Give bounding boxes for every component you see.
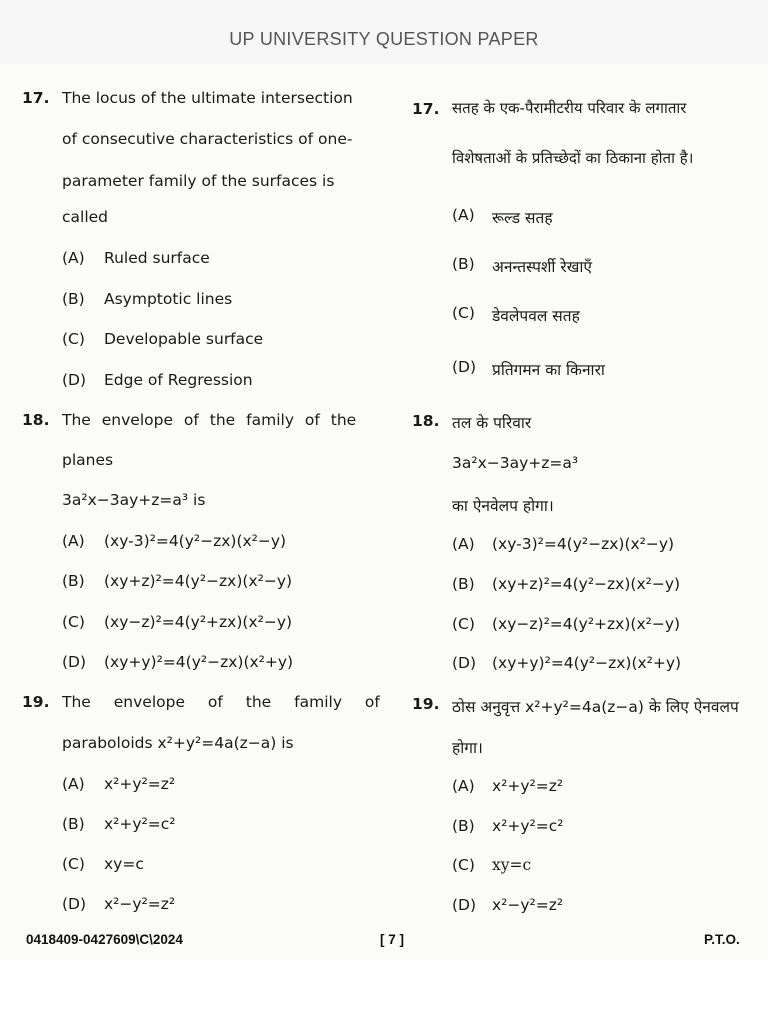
q17-text-line4: called (62, 208, 109, 226)
q17-hi-option-d-text: प्रतिगमन का किनारा (492, 361, 605, 379)
q18-option-a-label: (A) (62, 532, 85, 550)
q17-hi-option-c-label: (C) (452, 304, 475, 322)
q19-hi-text-line2: होगा। (452, 739, 483, 757)
q19-hi-option-a-text: x²+y²=z² (492, 777, 564, 795)
q19-hi-option-d-label: (D) (452, 896, 477, 914)
q17-number: 17. (22, 89, 50, 107)
q17-hi-number: 17. (412, 100, 440, 118)
q18-hi-option-d-label: (D) (452, 654, 477, 672)
q18-option-c-label: (C) (62, 613, 85, 631)
q18-number: 18. (22, 411, 50, 429)
q19-option-b-text: x²+y²=c² (104, 815, 176, 833)
q17-text-line3: parameter family of the surfaces is (62, 172, 335, 190)
q18-hi-option-a-text: (xy-3)²=4(y²−zx)(x²−y) (492, 535, 675, 553)
q19-number: 19. (22, 693, 50, 711)
q18-option-c-text: (xy−z)²=4(y²+zx)(x²−y) (104, 613, 293, 631)
q19-hi-option-d-text: x²−y²=z² (492, 896, 564, 914)
q19-hi-option-b-text: x²+y²=c² (492, 817, 564, 835)
bottom-blank-area (0, 960, 768, 1024)
q17-hi-option-b-text: अनन्तस्पर्शी रेखाएँ (492, 258, 592, 276)
page-header (0, 0, 768, 64)
q18-hi-option-b-label: (B) (452, 575, 475, 593)
q17-hi-option-b-label: (B) (452, 255, 475, 273)
q18-text-line2: planes (62, 451, 114, 469)
q18-option-d-text: (xy+y)²=4(y²−zx)(x²+y) (104, 653, 294, 671)
q19-hi-text-line1: ठोस अनुवृत्त x²+y²=4a(z−a) के लिए ऐनवलप (452, 698, 739, 716)
q17-option-d-text: Edge of Regression (104, 371, 253, 389)
q17-text-line2: of consecutive characteristics of one- (62, 130, 353, 148)
q18-hi-option-c-label: (C) (452, 615, 475, 633)
page-number: [ 7 ] (380, 932, 405, 947)
header-title: UP UNIVERSITY QUESTION PAPER (229, 29, 539, 49)
q18-hi-number: 18. (412, 412, 440, 430)
q19-text-line1: The envelope of the family of (62, 693, 380, 711)
q19-option-d-label: (D) (62, 895, 87, 913)
q19-option-c-text: xy=c (104, 855, 144, 873)
q18-option-a-text: (xy-3)²=4(y²−zx)(x²−y) (104, 532, 287, 550)
q18-hi-option-b-text: (xy+z)²=4(y²−zx)(x²−y) (492, 575, 681, 593)
q19-hi-number: 19. (412, 695, 440, 713)
q18-hi-option-c-text: (xy−z)²=4(y²+zx)(x²−y) (492, 615, 681, 633)
q17-option-b-label: (B) (62, 290, 85, 308)
q19-option-d-text: x²−y²=z² (104, 895, 176, 913)
q17-option-c-label: (C) (62, 330, 85, 348)
q18-option-b-text: (xy+z)²=4(y²−zx)(x²−y) (104, 572, 293, 590)
q18-hi-option-a-label: (A) (452, 535, 475, 553)
q18-option-b-label: (B) (62, 572, 85, 590)
q19-option-c-label: (C) (62, 855, 85, 873)
q18-text-line1: The envelope of the family of the (62, 411, 357, 429)
q17-option-d-label: (D) (62, 371, 87, 389)
q18-text-line3: 3a²x−3ay+z=a³ is (62, 491, 206, 509)
q19-text-line2: paraboloids x²+y²=4a(z−a) is (62, 734, 294, 752)
q18-hi-text-line2: 3a²x−3ay+z=a³ (452, 454, 579, 472)
q19-hi-option-b-label: (B) (452, 817, 475, 835)
q17-hi-option-c-text: डेवलेपवल सतह (492, 307, 580, 325)
q19-hi-option-c-label: (C) (452, 856, 475, 874)
q18-hi-text-line1: तल के परिवार (452, 414, 532, 432)
pto-label: P.T.O. (704, 932, 740, 947)
q19-hi-option-a-label: (A) (452, 777, 475, 795)
q17-option-a-text: Ruled surface (104, 249, 210, 267)
q18-option-d-label: (D) (62, 653, 87, 671)
q17-hi-option-a-text: रूल्ड सतह (492, 209, 553, 227)
question-paper-page (0, 64, 768, 960)
q17-option-a-label: (A) (62, 249, 85, 267)
q17-hi-text-line1: सतह के एक-पैरामीटरीय परिवार के लगातार (452, 99, 687, 117)
q19-option-a-label: (A) (62, 775, 85, 793)
q17-hi-option-d-label: (D) (452, 358, 477, 376)
paper-code: 0418409-0427609\C\2024 (26, 932, 183, 947)
q17-option-c-text: Developable surface (104, 330, 264, 348)
q19-option-a-text: x²+y²=z² (104, 775, 176, 793)
q18-hi-text-line3: का ऐनवेलप होगा। (452, 497, 554, 515)
q17-hi-text-line2: विशेषताओं के प्रतिच्छेदों का ठिकाना होता है। (452, 149, 694, 167)
q18-hi-option-d-text: (xy+y)²=4(y²−zx)(x²+y) (492, 654, 682, 672)
q19-option-b-label: (B) (62, 815, 85, 833)
q17-text-line1: The locus of the ultimate intersection (62, 89, 353, 107)
q17-hi-option-a-label: (A) (452, 206, 475, 224)
q19-hi-option-c-text: xy=c (492, 856, 532, 874)
q17-option-b-text: Asymptotic lines (104, 290, 233, 308)
